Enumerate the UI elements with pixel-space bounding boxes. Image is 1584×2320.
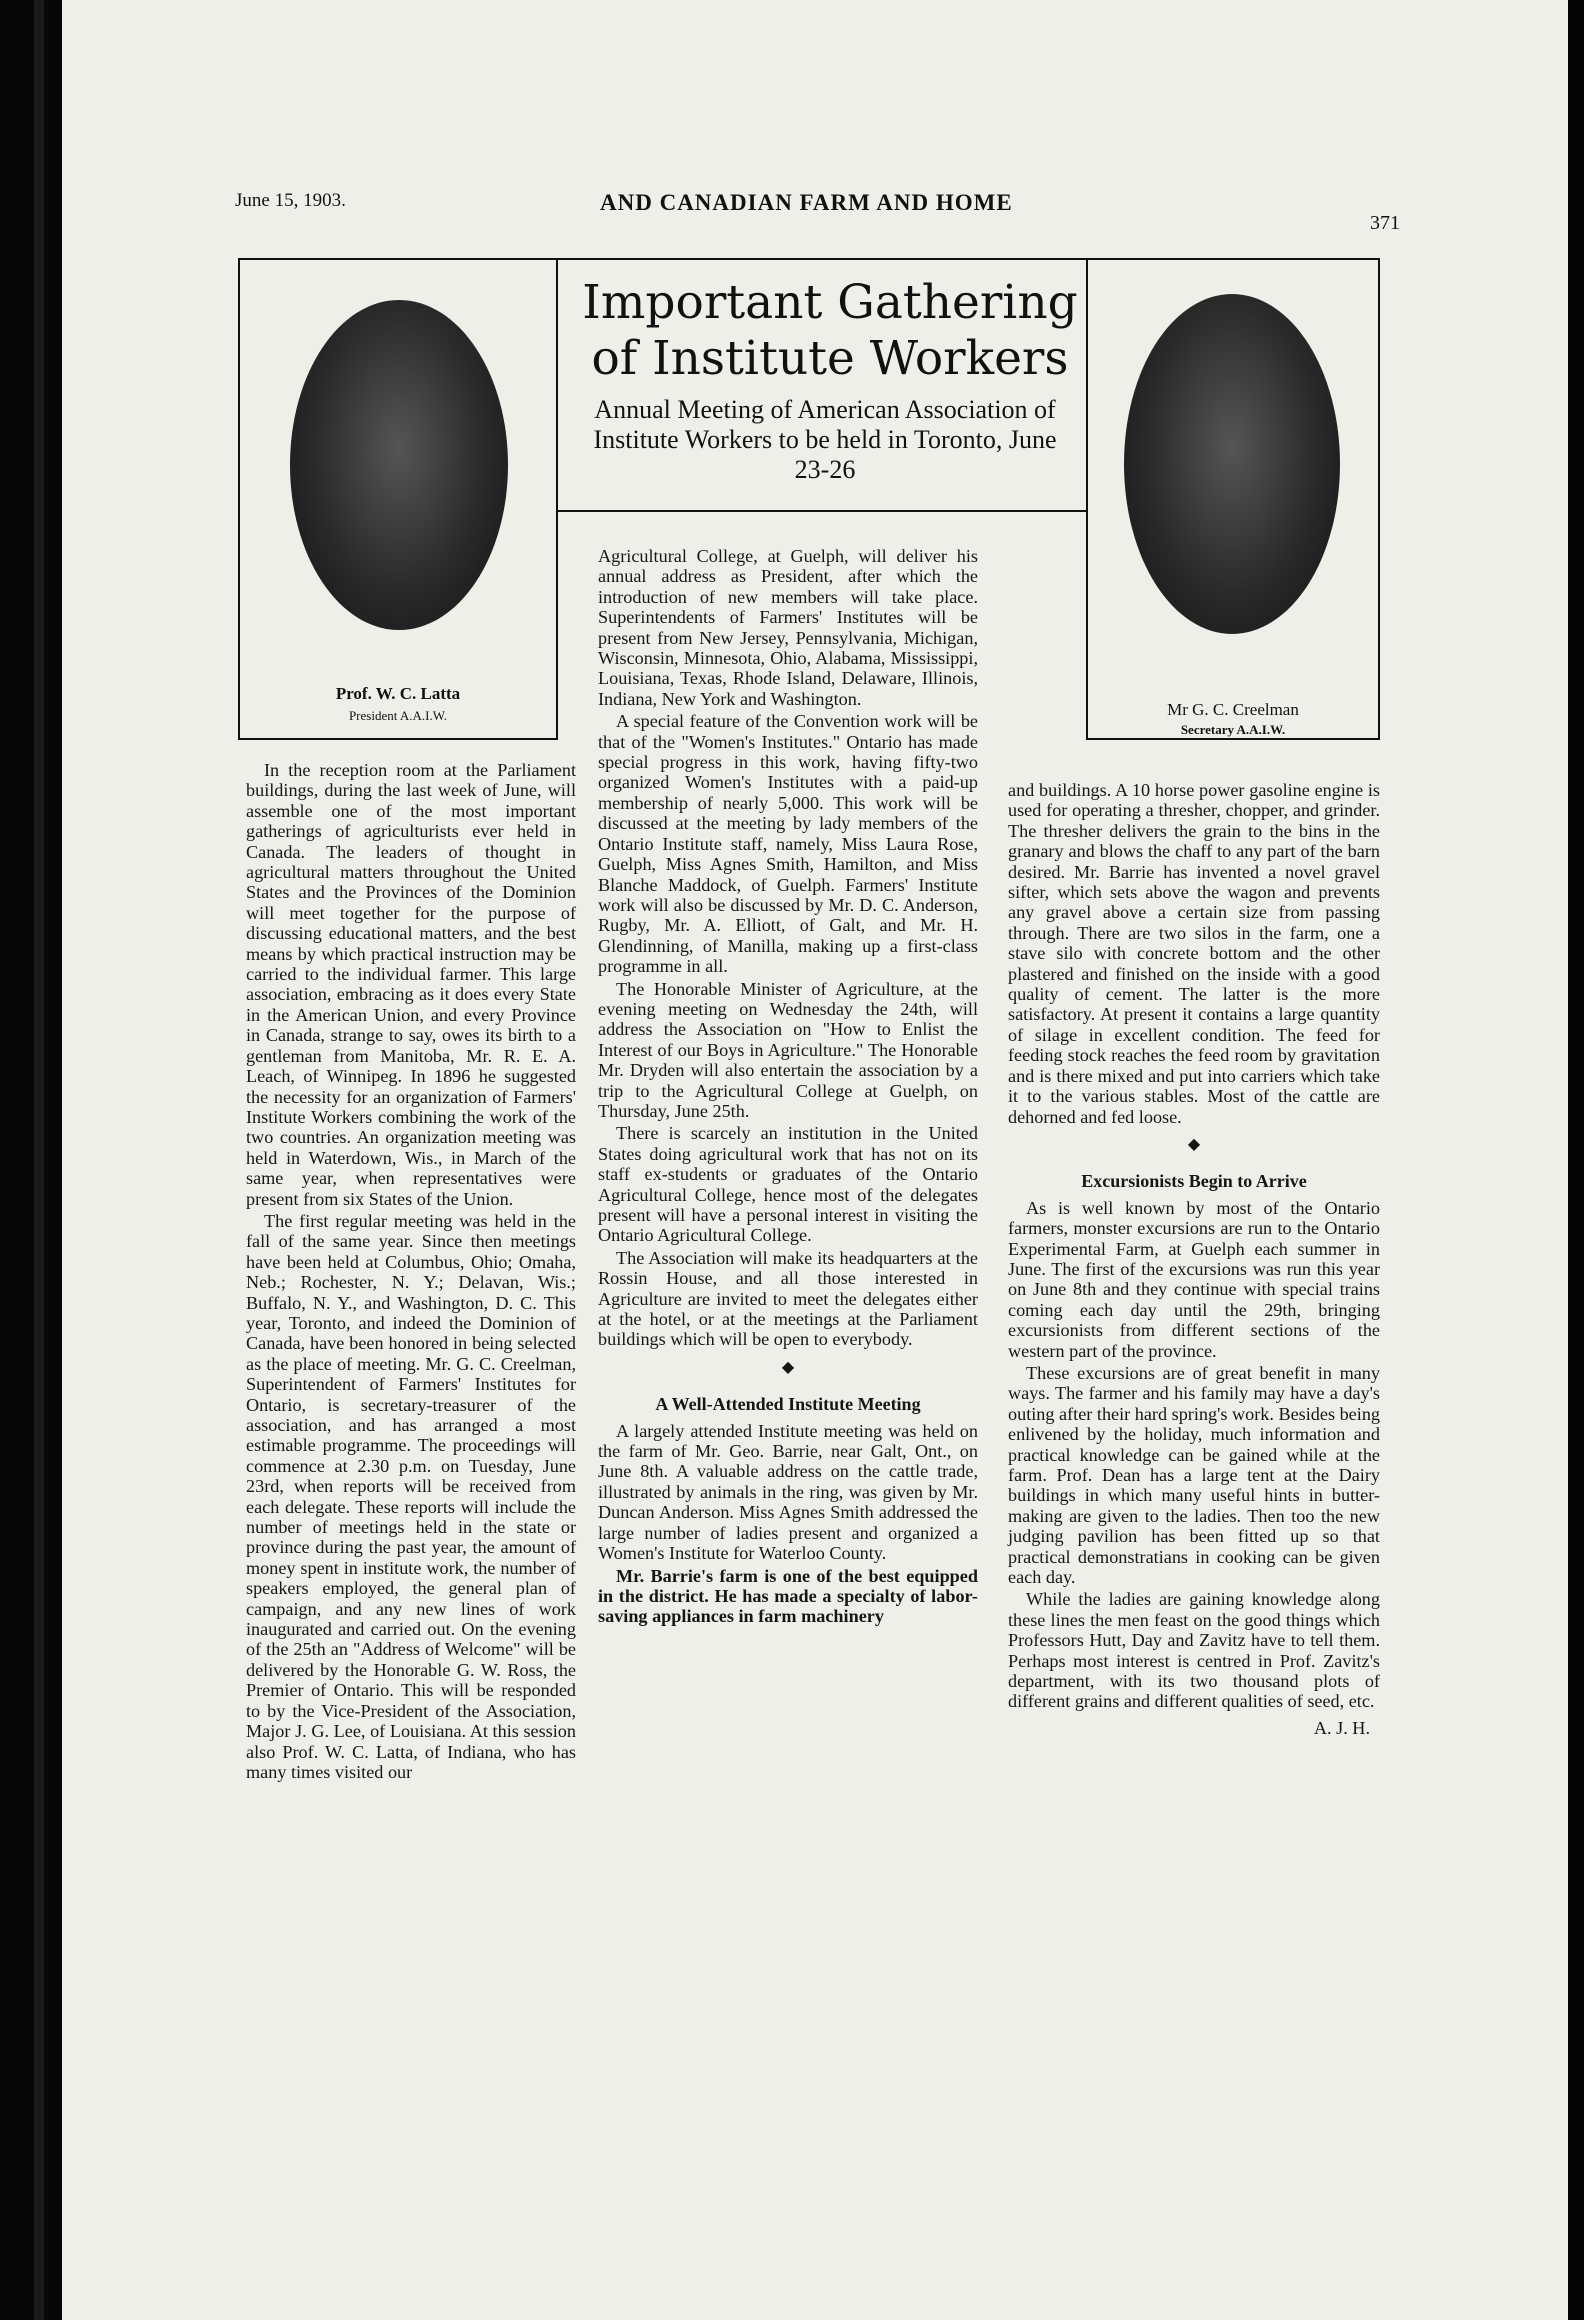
article-headline: Important Gathering of Institute Workers: [582, 275, 1078, 386]
col2-paragraph: Agricultural College, at Guelph, will deliver his annual address as President, after which the introduction of new members will take place. Superintendents of Farmers' Institutes will be present from New Jersey, Pennsylvania, Michigan, Wisconsin, Minnesota, Ohio, Alabama, Mississippi, Louisiana, Texas, Rhode Island, Delaware, Illinois, Indiana, New York and Washington.: [598, 546, 978, 709]
column-3: [1008, 780, 1380, 1738]
running-title: AND CANADIAN FARM AND HOME: [600, 190, 1013, 215]
section-ornament: ◆: [781, 1358, 795, 1376]
scan-left-edge: [0, 0, 62, 2320]
issue-date: June 15, 1903.: [235, 190, 346, 211]
col2-section-paragraph: Mr. Barrie's farm is one of the best equipped in the district. He has made a specialty of labor-saving appliances in farm machinery: [598, 1565, 978, 1627]
col2-paragraph: The Honorable Minister of Agriculture, at the evening meeting on Wednesday the 24th, will address the Association on "How to Enlist the Interest of our Boys in Agriculture." The Honorable Mr. Dryden will also entertain the association by a trip to the Agricultural College at Guelph, on Thursday, June 25th.: [598, 978, 978, 1121]
section-heading-excursionists: Excursionists Begin to Arrive: [1081, 1171, 1307, 1192]
author-signature: A. J. H.: [1313, 1717, 1370, 1738]
portrait-photo-left: [290, 300, 508, 630]
portrait-name-right: Mr G. C. Creelman: [1167, 700, 1299, 719]
portrait-title-left: President A.A.I.W.: [348, 708, 448, 723]
scan-right-edge: [1568, 0, 1584, 2320]
page-number: 371: [1370, 212, 1400, 234]
portrait-name-left: Prof. W. C. Latta: [335, 684, 461, 703]
article-subheadline: Annual Meeting of American Association of Institute Workers to be held in Toronto, June 23-26: [593, 395, 1057, 484]
col1-paragraph: In the reception room at the Parliament buildings, during the last week of June, will assemble one of the most important gatherings of agriculturists ever held in Canada. The leaders of thought in agricultural matters throughout the United States and the Provinces of the Dominion will meet together for the purpose of discussing educational matters, and the best means by which practical instruction may be carried to the individual farmer. This large association, embracing as it does every State in the American Union, and every Province in Canada, strange to say, owes its birth to a gentleman from Manitoba, Mr. R. E. A. Leach, of Winnipeg. In 1896 he suggested the necessity for an organization of Farmers' Institute Workers combining the work of the two countries. An organization meeting was held in Waterdown, Wis., in March of the same year, when representatives were present from six States of the Union.: [246, 760, 576, 1209]
portrait-box-right: [1086, 258, 1380, 740]
col3-section-paragraph: These excursions are of great benefit in many ways. The farmer and his family may have a day's outing after their hard spring's work. Besides being enlivened by the holiday, much information and practical knowledge can be gained while at the farm. Prof. Dean has a large tent at the Dairy buildings in which many useful hints in butter-making are given to the ladies. Then too the new judging pavilion has been fitted up so that practical demonstratians in cooking can be given each day.: [1008, 1362, 1381, 1588]
col2-paragraph: The Association will make its headquarters at the Rossin House, and all those interested in Agriculture are invited to meet the delegates either at the hotel, or at the meetings at the Parliament buildings which will be open to everybody.: [598, 1247, 978, 1350]
col1-paragraph: The first regular meeting was held in the fall of the same year. Since then meetings have been held at Columbus, Ohio; Omaha, Neb.; Rochester, N. Y.; Delavan, Wis.; Buffalo, N. Y., and Washington, D. C. This year, Toronto, and indeed the Dominion of Canada, have been honored in being selected as the place of meeting. Mr. G. C. Creelman, Superintendent of Farmers' Institutes for Ontario, is secretary-treasurer of the association, and has arranged a most estimable programme. The proceedings will commence at 2.30 p.m. on Tuesday, June 23rd, when reports will be received from each delegate. These reports will include the number of meetings held in the state or province during the past year, the amount of money spent in institute work, the number of speakers employed, the general plan of campaign, and any new lines of work inaugurated and carried out. On the evening of the 25th an "Address of Welcome" will be delivered by the Honorable G. W. Ross, the Premier of Ontario. This will be responded to by the Vice-President of the Association, Major J. G. Lee, of Louisiana. At this session also Prof. W. C. Latta, of Indiana, who has many times visited our: [246, 1210, 576, 1782]
portrait-box-left: [238, 258, 558, 740]
column-1: [246, 760, 576, 1784]
col2-section-paragraph: A largely attended Institute meeting was held on the farm of Mr. Geo. Barrie, near Galt, Ont., on June 8th. A valuable address on the cattle trade, illustrated by animals in the ring, was given by Mr. Duncan Anderson. Miss Agnes Smith addressed the large number of ladies present and organized a Women's Institute for Waterloo County.: [598, 1420, 978, 1564]
portrait-photo-right: [1124, 294, 1340, 634]
col2-paragraph: A special feature of the Convention work will be that of the "Women's Institutes." Ontario has made special progress in this work, having fifty-two organized Women's Institutes with a paid-up membership of nearly 5,000. This work will be discussed at the meeting by lady members of the Ontario Institute staff, namely, Miss Laura Rose, Guelph, Miss Agnes Smith, Hamilton, and Miss Blanche Maddock, of Guelph. Farmers' Institute work will also be discussed by Mr. D. C. Anderson, Rugby, Mr. A. Elliott, of Galt, and Mr. H. Glendinning, of Manilla, making up a first-class programme in all.: [598, 711, 978, 977]
col3-section-paragraph: While the ladies are gaining knowledge along these lines the men feast on the good things which Professors Hutt, Day and Zavitz have to tell them. Perhaps most interest is centred in Prof. Zavitz's department, with its two thousand plots of different grains and different qualities of seed, etc.: [1008, 1589, 1380, 1712]
col3-paragraph: and buildings. A 10 horse power gasoline engine is used for operating a thresher, chopper, and grinder. The thresher delivers the grain to the bins in the granary and blows the chaff to any part of the barn desired. Mr. Barrie has invented a novel gravel sifter, which sets above the wagon and prevents any gravel above a certain size from passing through. There are two silos in the farm, one a stave silo with concrete bottom and the other plastered and finished on the inside with a good quality of cement. The latter is the more satisfactory. At present it contains a large quantity of silage in excellent condition. The feed for feeding stock reaches the feed room by gravitation and is there mixed and put into carriers which take it to the various stables. Most of the cattle are dehorned and fed loose.: [1008, 780, 1380, 1127]
portrait-title-right: Secretary A.A.I.W.: [1180, 722, 1286, 737]
column-2: [598, 546, 978, 1629]
section-ornament: ◆: [1187, 1135, 1201, 1153]
col2-paragraph: There is scarcely an institution in the United States doing agricultural work that has not on its staff ex-students or graduates of the Ontario Agricultural College, hence most of the delegates present will have a personal interest in visiting the Ontario Agricultural College.: [598, 1123, 978, 1246]
section-heading-institute-meeting: A Well-Attended Institute Meeting: [655, 1394, 921, 1415]
col3-section-paragraph: As is well known by most of the Ontario farmers, monster excursions are run to the Ontario Experimental Farm, at Guelph each summer in June. The first of the excursions was run this year on June 8th and they continue with special trains coming each day until the 29th, bringing excursionists from different sections of the western part of the province.: [1008, 1197, 1380, 1361]
